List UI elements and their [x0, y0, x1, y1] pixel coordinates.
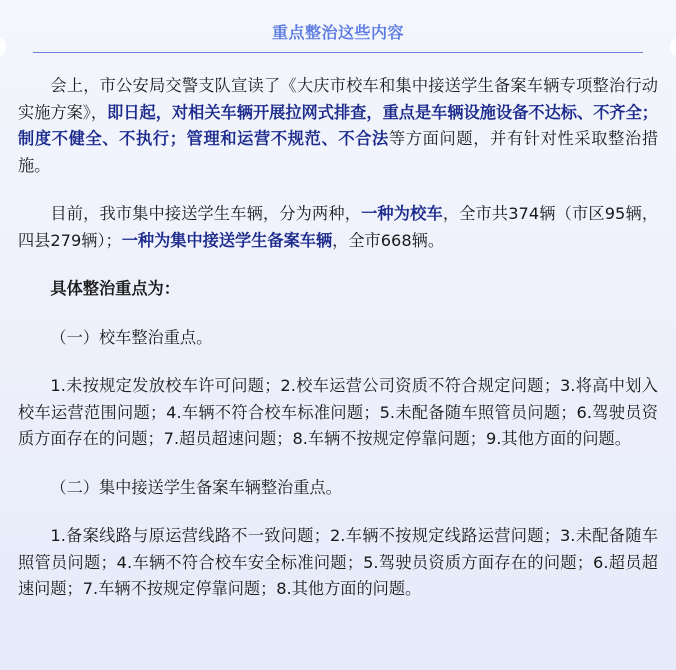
paragraph-section-two-items: 1.备案线路与原运营线路不一致问题；2.车辆不按规定线路运营问题；3.未配备随车照管员问题；4.车辆不符合校车安全标准问题；5.驾驶员资质方面存在的问题；6.超员超速问题；7.车辆不按规定停靠问题；8.其他方面的问题。 [18, 526, 658, 598]
section-title: 重点整治这些内容 [271, 23, 404, 42]
emphasis-text: 一种为集中接送学生备案车辆 [121, 230, 333, 250]
paragraph-section-one-items: 1.未按规定发放校车许可问题；2.校车运营公司资质不符合规定问题；3.将高中划入校车运营范围问题；4.车辆不符合校车标准问题；5.未配备随车照管员问题；6.驾驶员资质方面存在的问题；7.超员超速问题；8.车辆不按规定停靠问题；9.其他方面的问题。 [18, 376, 658, 448]
paragraph-text: ，全市共374辆（市区95辆，四县279辆）； [18, 204, 659, 250]
paragraph-meeting [18, 73, 658, 179]
paragraph-heading [18, 276, 658, 303]
article-body [18, 73, 658, 625]
paragraph-text: ，全市668辆。 [332, 230, 445, 250]
paragraph-section-two-title: （二）集中接送学生备案车辆整治重点。 [50, 477, 342, 497]
subheading: 具体整治重点为： [50, 279, 180, 298]
emphasis-text: 即日起，对相关车辆开展拉网式排查，重点是车辆设施设备不达标、不齐全；制度不健全、不执行；管理和运营不规范、不合法 [18, 102, 658, 148]
paragraph-text: 会上，市公安局交警支队宣读了《大庆市校车和集中接送学生备案车辆专项整治行动实施方案》， [18, 76, 658, 122]
paragraph-text: 目前，我市集中接送学生车辆，分为两种， [50, 204, 362, 223]
left-edge-notch [0, 38, 6, 56]
paragraph-section-one-title: （一）校车整治重点。 [50, 327, 213, 347]
right-edge-notch [670, 38, 676, 56]
paragraph-vehicle-stats [18, 201, 658, 254]
paragraph-text: 等方面问题，并有针对性采取整治措施。 [18, 129, 659, 175]
emphasis-text: 一种为校车 [361, 204, 443, 223]
section-header [33, 0, 643, 53]
